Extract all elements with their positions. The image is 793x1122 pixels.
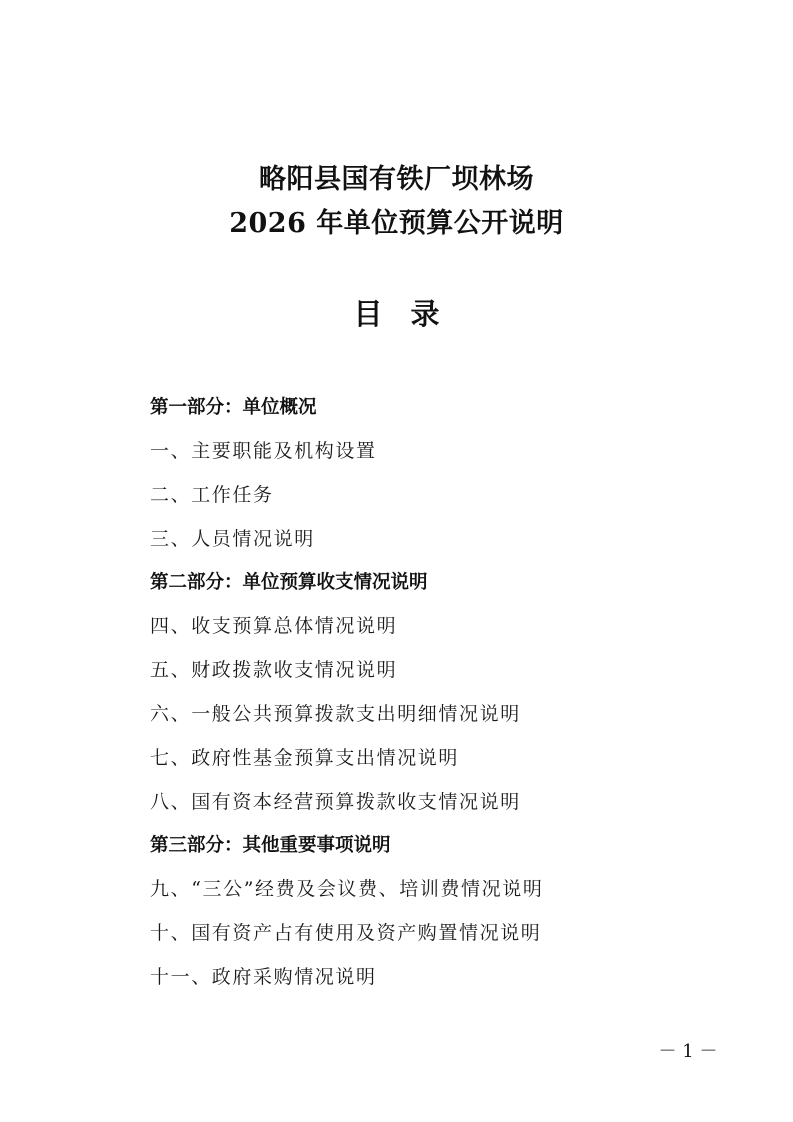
toc-heading: 目录 bbox=[353, 297, 468, 331]
page-number: － 1 － bbox=[658, 1041, 718, 1062]
toc-item-3: 三、人员情况说明 bbox=[150, 527, 315, 550]
toc-item-7: 七、政府性基金预算支出情况说明 bbox=[150, 746, 460, 769]
toc-item-1: 一、主要职能及机构设置 bbox=[150, 439, 377, 462]
toc-item-9: 九、“三公”经费及会议费、培训费情况说明 bbox=[150, 878, 544, 901]
toc-item-2: 二、工作任务 bbox=[150, 483, 274, 506]
toc-item-11: 十一、政府采购情况说明 bbox=[150, 965, 377, 988]
toc-item-6: 六、一般公共预算拨款支出明细情况说明 bbox=[150, 702, 521, 725]
document-title-line-2: 2026 年单位预算公开说明 bbox=[229, 208, 564, 239]
toc-item-5: 五、财政拨款收支情况说明 bbox=[150, 659, 398, 682]
toc-item-4: 四、收支预算总体情况说明 bbox=[150, 615, 398, 638]
toc-part-3: 第三部分：其他重要事项说明 bbox=[150, 835, 391, 857]
toc-part-2: 第二部分：单位预算收支情况说明 bbox=[150, 572, 428, 594]
toc-item-8: 八、国有资本经营预算拨款收支情况说明 bbox=[150, 790, 521, 813]
document-title-line-1: 略阳县国有铁厂坝林场 bbox=[259, 164, 534, 195]
table-of-contents bbox=[150, 386, 710, 1000]
toc-part-1: 第一部分：单位概况 bbox=[150, 397, 317, 418]
toc-item-10: 十、国有资产占有使用及资产购置情况说明 bbox=[150, 922, 542, 945]
